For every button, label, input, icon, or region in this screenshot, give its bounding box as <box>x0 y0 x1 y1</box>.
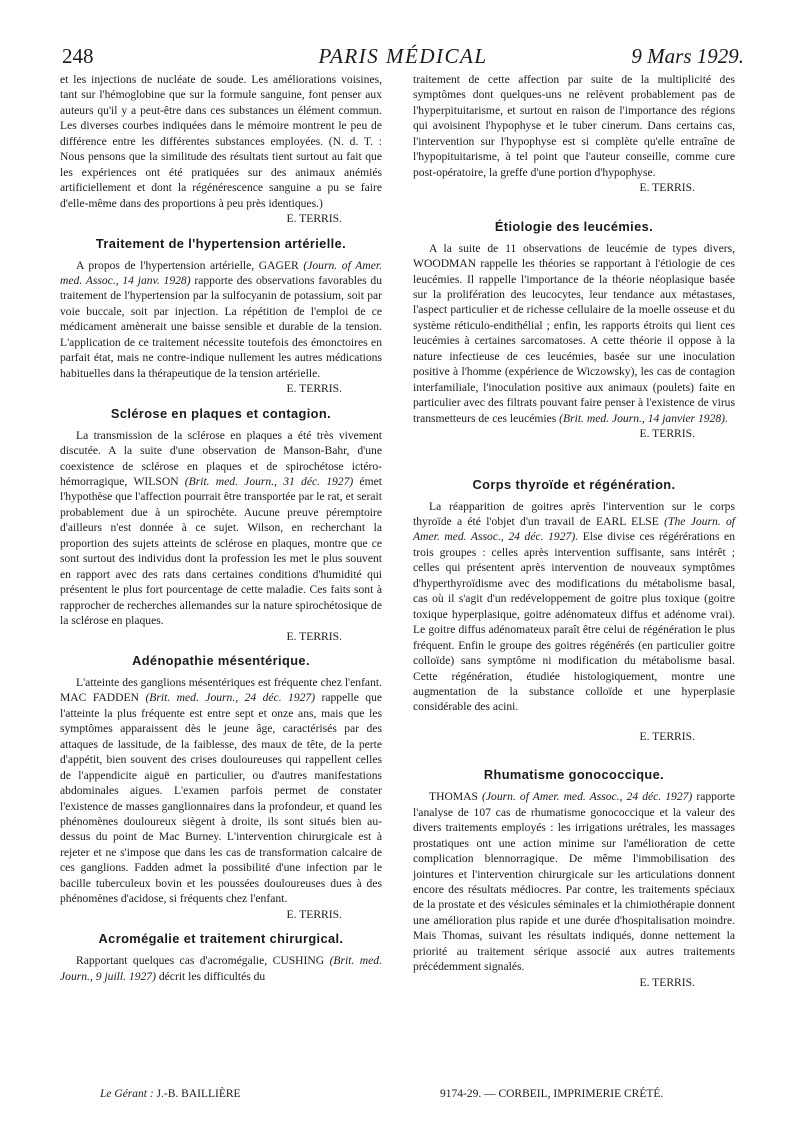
paragraph-rhumatisme <box>413 789 735 974</box>
paragraph-acromegalie <box>60 953 382 984</box>
section-title-rhumatisme: Rhumatisme gonococcique. <box>483 767 665 783</box>
signature: E. TERRIS. <box>639 181 695 195</box>
text-run: émet l'hypothèse que l'affection pourrait être transportée par le rat, et serait probablement due à un spirochète. Aucune preuve péremptoire d'ailleurs n'est donnée à ce sujet. Wilson, en recherchant la proportion des sujets atteints de sclérose en plaques, montre que ce sont surtout des individus dont la profession les met le plus souvent en rapport avec des rats dans certaines conditions d'humidité qui présentent le plus fort pourcentage de cette maladie. Ces faits sont à rapprocher de recherches allemandes sur la nature spirochétosique de la sclérose en plaques. <box>60 474 382 628</box>
signature: E. TERRIS. <box>639 427 695 441</box>
paragraph-sclerose <box>60 428 382 629</box>
text-run: Else divise ces régérérations en trois groupes : celles après intervention suffisante, sans intérêt ; celles qui présentent après intervention de nouveaux symptômes d'hyperthyroïdisme avec des modifications du métabolisme basal, cas où il s'agit d'un redéveloppement de goitre plus toxique (goitre toxique hyperplasique, goitre adénomateux diffus et adénome vrai). Le goitre diffus adénomateux paraît être celui de régénération le plus fréquent. Enfin le groupe des goitres régénérés (en particulier goitre colloïde) sans symptôme ni modification du métabolisme basal. Cette régénération, étudiée histologiquement, montre une augmentation de la substance colloïde et une hyperplasie considérable des acini. <box>413 530 735 714</box>
running-header <box>62 42 744 72</box>
spacer <box>413 442 735 468</box>
text-run: A la suite de 11 observations de leucémie de types divers, <box>429 241 735 255</box>
signature: E. TERRIS. <box>639 975 695 989</box>
gerant-label: Le Gérant : <box>100 1088 154 1100</box>
citation: (Brit. med. Journ., 14 janvier 1928). <box>556 411 728 425</box>
author-name: EARL ELSE <box>596 514 659 528</box>
citation: (Brit. med. Journ., 9 juill. 1927) <box>60 954 382 983</box>
section-title-hypertension: Traitement de l'hypertension artérielle. <box>95 235 347 251</box>
signature: E. TERRIS. <box>286 382 342 396</box>
section-title-leucemies: Étiologie des leucémies. <box>494 218 654 234</box>
spacer <box>413 744 735 758</box>
gerant-name: J.-B. BAILLIÈRE <box>156 1088 241 1100</box>
text-run: Rapportant quelques cas d'acromégalie, <box>76 954 273 968</box>
text-run: A propos de l'hypertension artérielle, <box>76 258 259 272</box>
citation: (Journ. of Amer. med. Assoc., 24 déc. 1927) <box>477 790 693 804</box>
page-footer <box>100 1088 750 1108</box>
text-run: L'atteinte des ganglions mésentériques est fréquente chez l'enfant. <box>76 675 382 689</box>
author-name: THOMAS <box>429 790 478 804</box>
signature: E. TERRIS. <box>286 629 342 643</box>
text-run: La transmission de la sclérose en plaques a été très vivement discutée. A la suite d'une observation de Manson-Bahr, d'une coexistence de sclérose en plaques et de spirochétose ictéro-hémorragique, <box>60 428 382 488</box>
printer-credit: 9174-29. — CORBEIL, IMPRIMERIE CRÉTÉ. <box>440 1088 664 1100</box>
left-column <box>60 72 382 984</box>
citation: (The Journ. of Amer. med. Assoc., 24 déc. 1927). <box>413 514 735 544</box>
author-name: CUSHING <box>272 954 325 968</box>
text-run: rapporte des observations favorables du traitement de l'hypertension par la sulfocyanin de potassium, soit par voie buccale, soit par injection. La répétition de l'emploi de ce médicament amènerait une baisse sensible et durable de la tension. L'application de ce traitement nécessite toutefois des émonctoires en parfait état, mais ne contre-indique nullement les autres médications habituelles dans la thérapeutique de la tension artérielle. <box>60 273 382 380</box>
spacer <box>413 196 735 210</box>
citation: (Brit. med. Journ., 31 déc. 1927) <box>178 474 354 488</box>
issue-date: 9 Mars 1929. <box>631 44 744 68</box>
citation: (Brit. med. Journ., 24 déc. 1927) <box>139 691 316 705</box>
text-run: rapporte l'analyse de 107 cas de rhumatisme gonococcique et la valeur des divers traitements employés : les irrigations urétrales, les massages prostatiques ont une action minime sur l'amélioration de cette complication blennorragique. De même l'immobilisation des jointures et l'intervention chirurgicale sur les articulations donnent encore des résultats médiocres. Par contre, les traitements spéciaux de la prostate et des vésicules séminales et la chimiothérapie donnent une amélioration plus rapide et une durée d'hospitalisation moindre. Mais Thomas, suivant les résultats indiqués, donne nettement la priorité au traitement sérique associé aux autres traitements précédemment signalés. <box>413 790 735 974</box>
author-name: WOODMAN <box>413 257 477 271</box>
paragraph-leucemies <box>413 241 735 426</box>
paragraph-thyroide <box>413 499 735 715</box>
journal-title: PARIS MÉDICAL <box>318 44 488 68</box>
text-run: rappelle les théories se rapportant à l'étiologie de ces leucémies. Il rappelle l'importance de la théorie néoplasique basée sur la prolifération des leucocytes, leur tendance aux métastases, l'aspect particulier et de richesse cellulaire de la moelle osseuse et du système réticulo-endithélial ; enfin, les rapports étroits qui lient ces leucémies à certaines sarcomatoses. A cette théorie il oppose à la nature infectieuse de ces leucémies, basée sur une inoculation positive à l'homme (expérience de Wiczowsky), les cas de contagion interfamiliale, l'inoculation positive aux animaux (poulets) faite en particulier avec des filtrats pouvant faire penser à l'existence de virus transmetteurs de ces leucémies <box>413 257 735 425</box>
signature: E. TERRIS. <box>286 907 342 921</box>
section-title-sclerose: Sclérose en plaques et contagion. <box>110 405 332 421</box>
right-column <box>413 72 735 990</box>
citation: (Journ. of Amer. med. Assoc., 14 janv. 1928) <box>60 258 382 287</box>
text-run: La réapparition de goitres après l'intervention sur le corps thyroïde a été l'objet d'un travail de <box>413 499 735 528</box>
author-name: MAC FADDEN <box>60 691 140 705</box>
spacer <box>413 715 735 729</box>
paragraph-hypertension <box>60 258 382 382</box>
continuation-paragraph: traitement de cette affection par suite de la multiplicité des symptômes dont quelques-uns ne relèvent probablement pas de l'hyperpituitarisme, et surtout en raison de l'importance des régions qui avoisinent l'hypophyse et le tuber cinerum. Dans certains cas, l'intervention sur l'hypophyse est si complète qu'elle entraîne de l'hypopituitarisme, à tel point que l'auteur conseille, comme cure post-opératoire, la greffe d'une portion d'hypophyse. <box>413 73 735 179</box>
section-title-acromegalie: Acromégalie et traitement chirurgical. <box>98 931 344 947</box>
signature: E. TERRIS. <box>286 212 342 226</box>
author-name: GAGER <box>258 258 299 272</box>
paragraph-adenopathie <box>60 675 382 907</box>
text-run: décrit les difficultés du <box>155 969 266 983</box>
publisher-credit <box>100 1088 241 1100</box>
page-number: 248 <box>62 44 94 68</box>
author-name: WILSON <box>133 474 179 488</box>
signature: E. TERRIS. <box>639 729 695 743</box>
intro-paragraph: et les injections de nucléate de soude. Les améliorations voisines, tant sur l'hémoglobine que sur la formule sanguine, font penser aux auteurs qu'il y a peut-être dans ces substances un élément commun. Les diverses courbes indiquées dans le mémoire montrent le peu de différence entre les différentes substances employées. (N. d. T. : Nous pensons que la similitude des résultats tient surtout au fait que les expériences ont été pratiquées sur des animaux anémiés artificiellement et dont la régénérescence sanguine a pu se faire d'elle-même dans des proportions à peu près identiques.) <box>60 73 382 210</box>
section-title-thyroide: Corps thyroïde et régénération. <box>472 476 676 492</box>
section-title-adenopathie: Adénopathie mésentérique. <box>132 652 310 668</box>
text-run: rappelle que l'atteinte la plus fréquente est entre sept et onze ans, mais que les symptômes apparaissent dès le jeune âge, caractérisés par des attaques de lassitude, de la faiblesse, des maux de tête, de la perte d'appétit, bien souvent des crises douloureuses qui rappellent celles de l'appendicite aiguë en particulier, ou d'autres manifestations abdominales aigues. L'examen parfois permet de constater l'existence de masses ganglionnaires dans la profondeur, et quand les phénomènes douloureux siègent à droite, ils sont situés bien au-dessus du point de Mac Burney. L'intervention chirurgicale est à rejeter et ne s'impose que dans les cas de transformation calcaire de ces ganglions. Fadden admet la possibilité d'une infection par le bacille tuberculeux bovin et les poussées douloureuses dues à des phénomènes d'acidose, si fréquents chez l'enfant. <box>60 691 383 906</box>
